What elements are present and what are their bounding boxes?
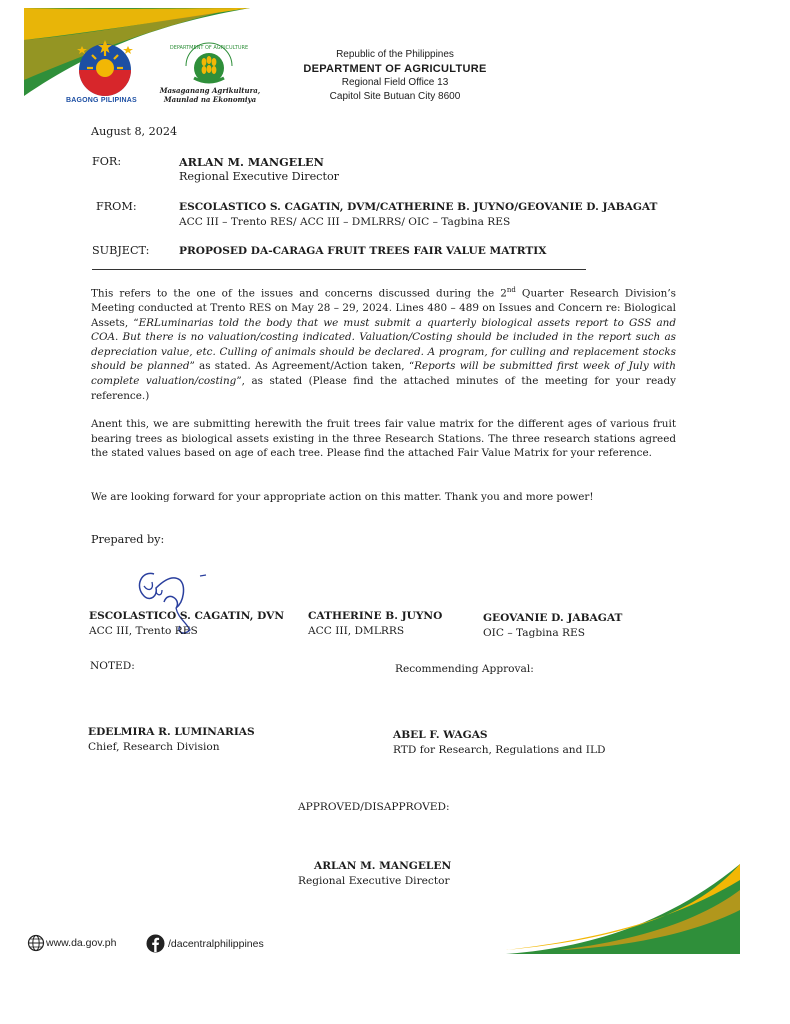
da-seal-text: DEPARTMENT OF AGRICULTURE — [169, 45, 249, 51]
for-title: Regional Executive Director — [179, 170, 340, 183]
noted-title: Chief, Research Division — [88, 741, 220, 753]
memo-date: August 8, 2024 — [91, 125, 178, 138]
from-label: FROM: — [96, 200, 137, 213]
approver-name: ARLAN M. MANGELEN — [314, 860, 452, 872]
noted-label: NOTED: — [90, 660, 135, 672]
p1-text-c: ” as stated. As Agreement/Action taken, “ — [189, 360, 415, 373]
signatory-3-title: OIC – Tagbina RES — [483, 627, 585, 639]
p1-quote-1: ERLuminarias told the body that we must submit a quarterly biological assets report to GSS and COA. But there is no valuation/costing indicated. Valuation/Costing should be included in the report such as depreciation value, etc. Culling of animals should be declared. A program, for culling and replacement stocks should be planned — [91, 316, 676, 373]
globe-icon — [27, 934, 45, 952]
signatory-1-name: ESCOLASTICO S. CAGATIN, DVN — [89, 610, 285, 622]
noted-name: EDELMIRA R. LUMINARIAS — [88, 726, 255, 738]
facebook-link[interactable]: /dacentralphilippines — [168, 938, 264, 950]
subject-label: SUBJECT: — [92, 244, 150, 257]
p1-text-b: Quarter Research Division’s Meeting conducted at Trento RES on May 28 – 29, 2024. Lines 480 – 489 on Issues and Concern re: Biological Assets, “ — [91, 287, 676, 329]
republic-line: Republic of the Philippines — [336, 49, 454, 60]
facebook-icon — [146, 934, 165, 953]
department-line: DEPARTMENT OF AGRICULTURE — [303, 63, 487, 75]
subject-divider — [92, 269, 586, 270]
tagline-line-1: Masaganang Agrikultura, — [159, 86, 261, 95]
body-paragraph-3: We are looking forward for your appropriate action on this matter. Thank you and more power! — [91, 491, 594, 503]
p1-text-d: ”, as stated (Please find the attached minutes of the meeting for your ready reference.) — [91, 375, 677, 402]
body-paragraph-2: Anent this, we are submitting herewith the fruit trees fair value matrix for the different ages of various fruit bearing trees as biological assets existing in the three Research Stations. The three research stations agreed the stated values based on age of each tree. Please find the attached Fair Value Matrix for your reference. — [91, 418, 676, 460]
signatory-2-title: ACC III, DMLRRS — [308, 625, 405, 637]
address-line: Capitol Site Butuan City 8600 — [329, 91, 461, 102]
signatory-3-name: GEOVANIE D. JABAGAT — [483, 612, 623, 624]
subject-text: PROPOSED DA-CARAGA FRUIT TREES FAIR VALUE MATRTIX — [179, 245, 547, 257]
signatory-1-title: ACC III, Trento RES — [89, 625, 198, 637]
approver-title: Regional Executive Director — [298, 875, 450, 887]
approved-label: APPROVED/DISAPPROVED: — [298, 801, 450, 813]
p1-quote-2: Reports will be submitted first week of July with complete valuation/costing — [91, 360, 676, 388]
p1-superscript: nd — [506, 286, 516, 294]
p1-text-a: This refers to the one of the issues and concerns discussed during the 2 — [91, 287, 507, 300]
recommending-title: RTD for Research, Regulations and ILD — [393, 744, 606, 756]
body-paragraph-1 — [91, 283, 676, 403]
website-link[interactable]: www.da.gov.ph — [46, 937, 117, 949]
prepared-by-label: Prepared by: — [91, 533, 165, 546]
recommending-name: ABEL F. WAGAS — [393, 729, 488, 741]
for-name: ARLAN M. MANGELEN — [179, 155, 324, 169]
from-titles: ACC III – Trento RES/ ACC III – DMLRRS/ OIC – Tagbina RES — [179, 216, 511, 228]
bagong-pilipinas-label: BAGONG PILIPINAS — [66, 97, 137, 104]
tagline-line-2: Maunlad na Ekonomiya — [163, 95, 257, 104]
bottom-right-swoosh — [500, 860, 750, 960]
from-names: ESCOLASTICO S. CAGATIN, DVM/CATHERINE B. JUYNO/GEOVANIE D. JABAGAT — [179, 201, 658, 213]
recommending-approval-label: Recommending Approval: — [395, 663, 534, 675]
signatory-2-name: CATHERINE B. JUYNO — [308, 610, 443, 622]
agency-header — [0, 48, 790, 104]
office-line: Regional Field Office 13 — [341, 77, 449, 88]
for-label: FOR: — [92, 155, 122, 168]
